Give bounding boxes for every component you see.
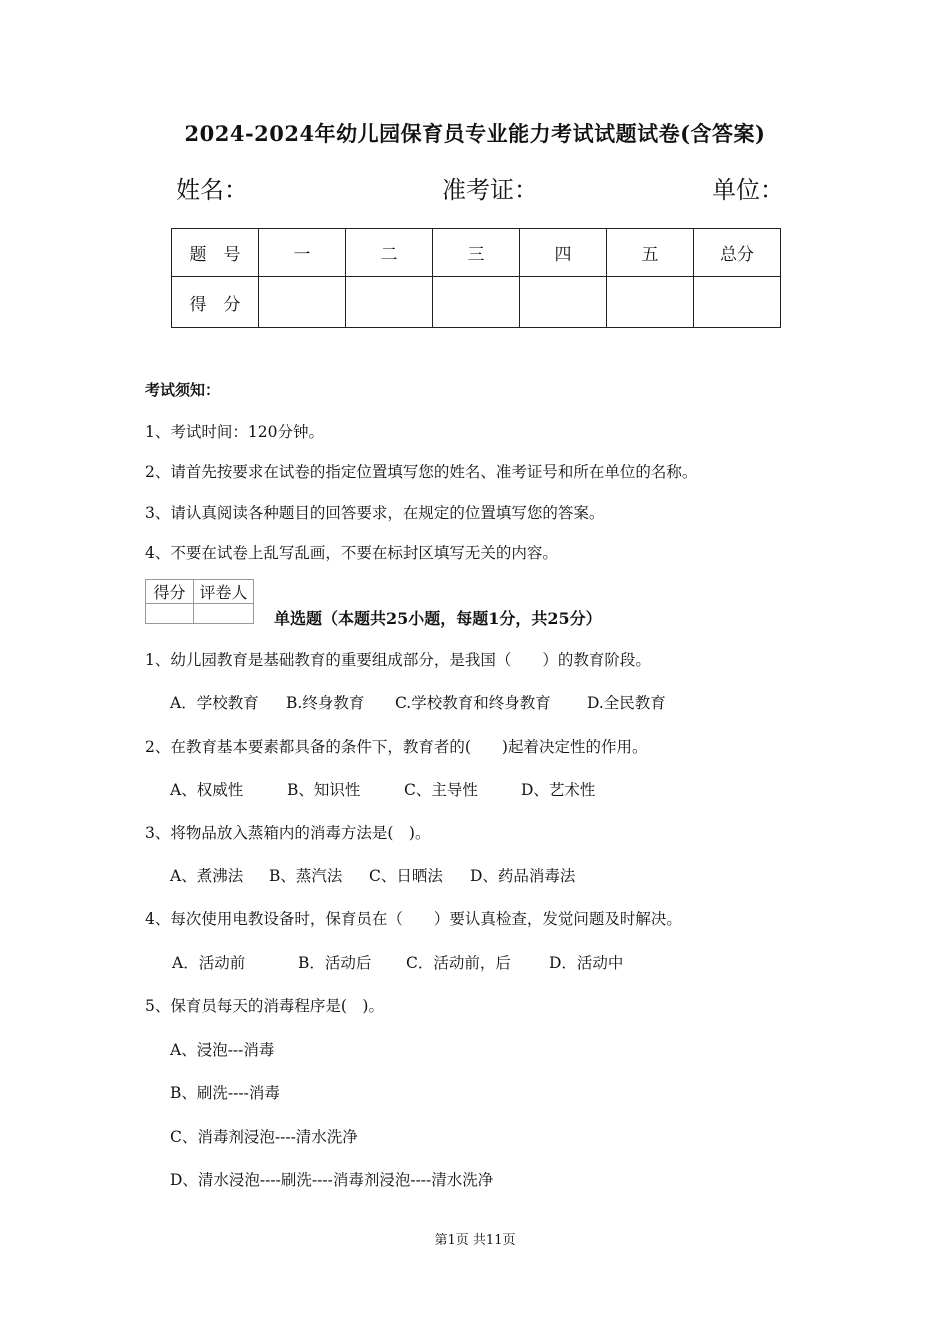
- score-table-header-cell: 总分: [694, 229, 781, 277]
- score-table: [171, 228, 781, 328]
- score-table-header-cell: 题 号: [172, 229, 259, 277]
- grader-name-label: 评卷人: [194, 580, 254, 604]
- exam-number-field-label: 准考证：: [442, 176, 538, 204]
- question-option[interactable]: D、药品消毒法: [470, 867, 576, 885]
- question-option[interactable]: C、消毒剂浸泡----清水洗净: [170, 1128, 358, 1146]
- question-option[interactable]: B、刷洗----消毒: [170, 1084, 280, 1102]
- notice-item: 4、不要在试卷上乱写乱画，不要在标封区填写无关的内容。: [145, 544, 558, 562]
- question-option[interactable]: B.终身教育: [286, 694, 365, 712]
- page-footer: 第1页 共11页: [434, 1233, 516, 1248]
- score-table-header-cell: 二: [346, 229, 433, 277]
- question-option[interactable]: B．活动后: [298, 954, 372, 972]
- question-stem: 4、每次使用电教设备时，保育员在（ ）要认真检查，发觉问题及时解决。: [145, 910, 682, 928]
- question-option[interactable]: D、艺术性: [521, 781, 596, 799]
- notice-item: 3、请认真阅读各种题目的回答要求，在规定的位置填写您的答案。: [145, 504, 605, 522]
- notice-title: 考试须知：: [145, 381, 221, 399]
- question-option[interactable]: C．活动前，后: [406, 954, 511, 972]
- question-option[interactable]: C、主导性: [404, 781, 478, 799]
- question-stem: 3、将物品放入蒸箱内的消毒方法是( )。: [145, 824, 431, 842]
- question-option[interactable]: A、权威性: [170, 781, 244, 799]
- score-cell[interactable]: [607, 277, 694, 328]
- question-option[interactable]: D．活动中: [549, 954, 624, 972]
- question-stem: 2、在教育基本要素都具备的条件下，教育者的( )起着决定性的作用。: [145, 738, 648, 756]
- score-table-header-cell: 五: [607, 229, 694, 277]
- score-cell[interactable]: [694, 277, 781, 328]
- question-option[interactable]: D、清水浸泡----刷洗----消毒剂浸泡----清水洗净: [170, 1171, 494, 1189]
- question-option[interactable]: A．活动前: [172, 954, 246, 972]
- question-option[interactable]: C、日晒法: [369, 867, 443, 885]
- notice-item: 2、请首先按要求在试卷的指定位置填写您的姓名、准考证号和所在单位的名称。: [145, 463, 698, 481]
- document-title: 2024-2024年幼儿园保育员专业能力考试试题试卷(含答案): [184, 121, 766, 146]
- question-option[interactable]: A．学校教育: [170, 694, 259, 712]
- score-table-score-row: [172, 277, 781, 328]
- section-title: 单选题（本题共25小题，每题1分，共25分）: [274, 609, 602, 628]
- score-cell[interactable]: [520, 277, 607, 328]
- notice-item: 1、考试时间：120分钟。: [145, 423, 324, 441]
- score-table-header-cell: 四: [520, 229, 607, 277]
- score-table-row-label: 得 分: [172, 277, 259, 328]
- question-option[interactable]: D.全民教育: [587, 694, 666, 712]
- question-stem: 1、幼儿园教育是基础教育的重要组成部分，是我国（ ）的教育阶段。: [145, 651, 651, 669]
- question-option[interactable]: B、蒸汽法: [269, 867, 343, 885]
- score-cell[interactable]: [346, 277, 433, 328]
- grader-score-cell[interactable]: [146, 604, 194, 624]
- score-cell[interactable]: [433, 277, 520, 328]
- unit-field-label: 单位：: [712, 176, 784, 204]
- score-cell[interactable]: [259, 277, 346, 328]
- question-option[interactable]: C.学校教育和终身教育: [395, 694, 551, 712]
- question-option[interactable]: B、知识性: [287, 781, 361, 799]
- score-table-header-cell: 一: [259, 229, 346, 277]
- grader-name-cell[interactable]: [194, 604, 254, 624]
- question-option[interactable]: A、煮沸法: [170, 867, 244, 885]
- grader-box: [145, 579, 254, 624]
- grader-score-label: 得分: [146, 580, 194, 604]
- score-table-header-cell: 三: [433, 229, 520, 277]
- score-table-header-row: [172, 229, 781, 277]
- question-stem: 5、保育员每天的消毒程序是( )。: [145, 997, 384, 1015]
- name-field-label: 姓名：: [176, 176, 248, 204]
- question-option[interactable]: A、浸泡---消毒: [170, 1041, 275, 1059]
